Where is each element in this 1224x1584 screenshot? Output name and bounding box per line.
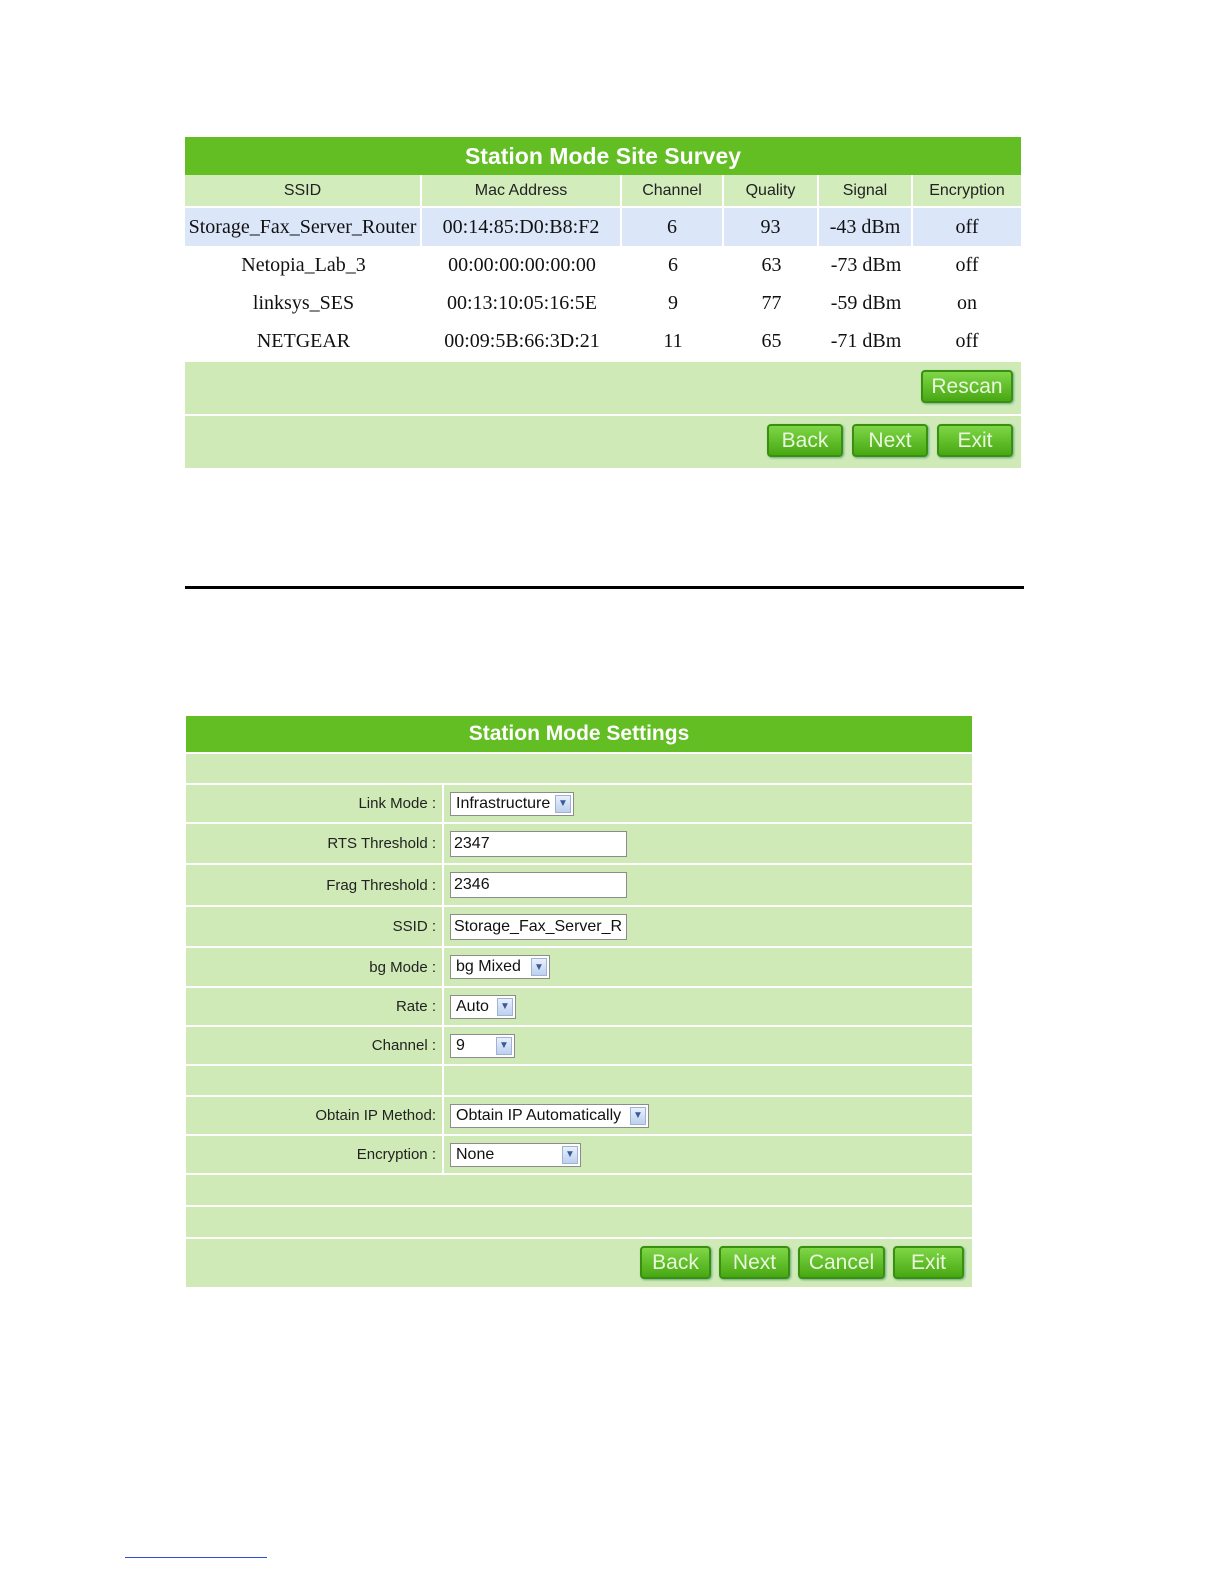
cell-encryption: on	[957, 291, 977, 314]
channel-label: Channel :	[186, 1027, 444, 1064]
cell-encryption: off	[955, 329, 979, 352]
settings-nav-bar	[186, 1237, 972, 1287]
chevron-down-icon[interactable]: ▼	[630, 1107, 646, 1125]
column-header-channel: Channel	[622, 175, 724, 208]
rescan-button[interactable]: Rescan	[921, 370, 1013, 403]
cell-channel: 6	[622, 208, 724, 246]
cell-mac: 00:00:00:00:00:00	[448, 253, 596, 276]
rts-threshold-row	[186, 822, 972, 863]
rate-row	[186, 986, 972, 1025]
chevron-down-icon[interactable]: ▼	[497, 998, 513, 1016]
survey-header-row	[185, 175, 1021, 208]
back-button[interactable]: Back	[640, 1246, 711, 1279]
table-row[interactable]	[185, 208, 1021, 246]
section-divider	[185, 586, 1024, 589]
cell-channel: 6	[668, 253, 678, 276]
link-mode-value: Infrastructure	[456, 794, 551, 812]
cell-mac: 00:09:5B:66:3D:21	[444, 329, 600, 352]
survey-title: Station Mode Site Survey	[185, 137, 1021, 175]
encryption-select[interactable]	[450, 1143, 581, 1167]
frag-threshold-label: Frag Threshold :	[186, 865, 444, 905]
encryption-row	[186, 1134, 972, 1173]
settings-title: Station Mode Settings	[186, 716, 972, 752]
exit-button[interactable]: Exit	[893, 1246, 964, 1279]
cell-encryption: off	[955, 253, 979, 276]
bg-mode-label: bg Mode :	[186, 948, 444, 986]
cell-channel: 9	[668, 291, 678, 314]
rts-threshold-input[interactable]: 2347	[450, 831, 627, 857]
spacer-row	[186, 752, 972, 783]
channel-value: 9	[456, 1036, 465, 1054]
chevron-down-icon[interactable]: ▼	[531, 958, 547, 976]
rate-label: Rate :	[186, 988, 444, 1025]
obtain-ip-label: Obtain IP Method:	[186, 1097, 444, 1134]
frag-threshold-input[interactable]: 2346	[450, 872, 627, 898]
cell-ssid: linksys_SES	[252, 291, 355, 314]
column-header-ssid: SSID	[185, 175, 422, 208]
link-mode-label: Link Mode :	[186, 785, 444, 822]
frag-threshold-row	[186, 863, 972, 905]
next-button[interactable]: Next	[719, 1246, 790, 1279]
cell-mac: 00:13:10:05:16:5E	[447, 291, 597, 314]
cell-signal: -73 dBm	[830, 253, 902, 276]
next-button[interactable]: Next	[852, 424, 928, 457]
chevron-down-icon[interactable]: ▼	[555, 795, 571, 813]
encryption-value: None	[456, 1145, 495, 1163]
chevron-down-icon[interactable]: ▼	[496, 1037, 512, 1055]
bg-mode-select[interactable]	[450, 955, 550, 979]
ssid-row	[186, 905, 972, 946]
channel-row	[186, 1025, 972, 1064]
site-survey-panel	[185, 137, 1021, 468]
cell-signal: -59 dBm	[830, 291, 902, 314]
channel-select[interactable]	[450, 1034, 515, 1058]
cell-quality: 63	[761, 253, 782, 276]
cell-ssid: Storage_Fax_Server_Router	[185, 208, 422, 246]
station-settings-panel	[186, 716, 972, 1287]
obtain-ip-row	[186, 1095, 972, 1134]
table-row[interactable]	[185, 284, 1021, 322]
table-row[interactable]	[185, 246, 1021, 284]
bg-mode-row	[186, 946, 972, 986]
bg-mode-value: bg Mixed	[456, 958, 521, 975]
rescan-bar	[185, 362, 1021, 416]
ssid-input[interactable]: Storage_Fax_Server_R	[450, 914, 627, 940]
column-header-quality: Quality	[724, 175, 819, 208]
rate-value: Auto	[456, 997, 489, 1015]
cell-encryption: off	[913, 208, 1021, 246]
encryption-label: Encryption :	[186, 1136, 444, 1173]
obtain-ip-value: Obtain IP Automatically	[456, 1106, 622, 1124]
obtain-ip-select[interactable]	[450, 1104, 649, 1128]
spacer-row	[186, 1205, 972, 1237]
cell-ssid: NETGEAR	[256, 329, 351, 352]
cell-ssid: Netopia_Lab_3	[241, 253, 366, 276]
blank-row	[186, 1064, 972, 1095]
ssid-label: SSID :	[186, 907, 444, 946]
back-button[interactable]: Back	[767, 424, 843, 457]
cell-signal: -43 dBm	[819, 208, 913, 246]
cell-channel: 11	[663, 329, 683, 352]
link-mode-select[interactable]	[450, 792, 574, 816]
cell-quality: 65	[761, 329, 782, 352]
column-header-encryption: Encryption	[913, 175, 1021, 208]
survey-nav-bar	[185, 416, 1021, 468]
chevron-down-icon[interactable]: ▼	[562, 1146, 578, 1164]
cell-signal: -71 dBm	[830, 329, 902, 352]
rate-select[interactable]	[450, 995, 516, 1019]
rts-threshold-label: RTS Threshold :	[186, 824, 444, 863]
cell-quality: 93	[724, 208, 819, 246]
spacer-row	[186, 1173, 972, 1205]
column-header-signal: Signal	[819, 175, 913, 208]
footnote-separator	[125, 1557, 267, 1558]
column-header-mac: Mac Address	[422, 175, 622, 208]
link-mode-row	[186, 783, 972, 822]
exit-button[interactable]: Exit	[937, 424, 1013, 457]
cell-quality: 77	[761, 291, 782, 314]
cancel-button[interactable]: Cancel	[798, 1246, 885, 1279]
table-row[interactable]	[185, 322, 1021, 360]
cell-mac: 00:14:85:D0:B8:F2	[422, 208, 622, 246]
